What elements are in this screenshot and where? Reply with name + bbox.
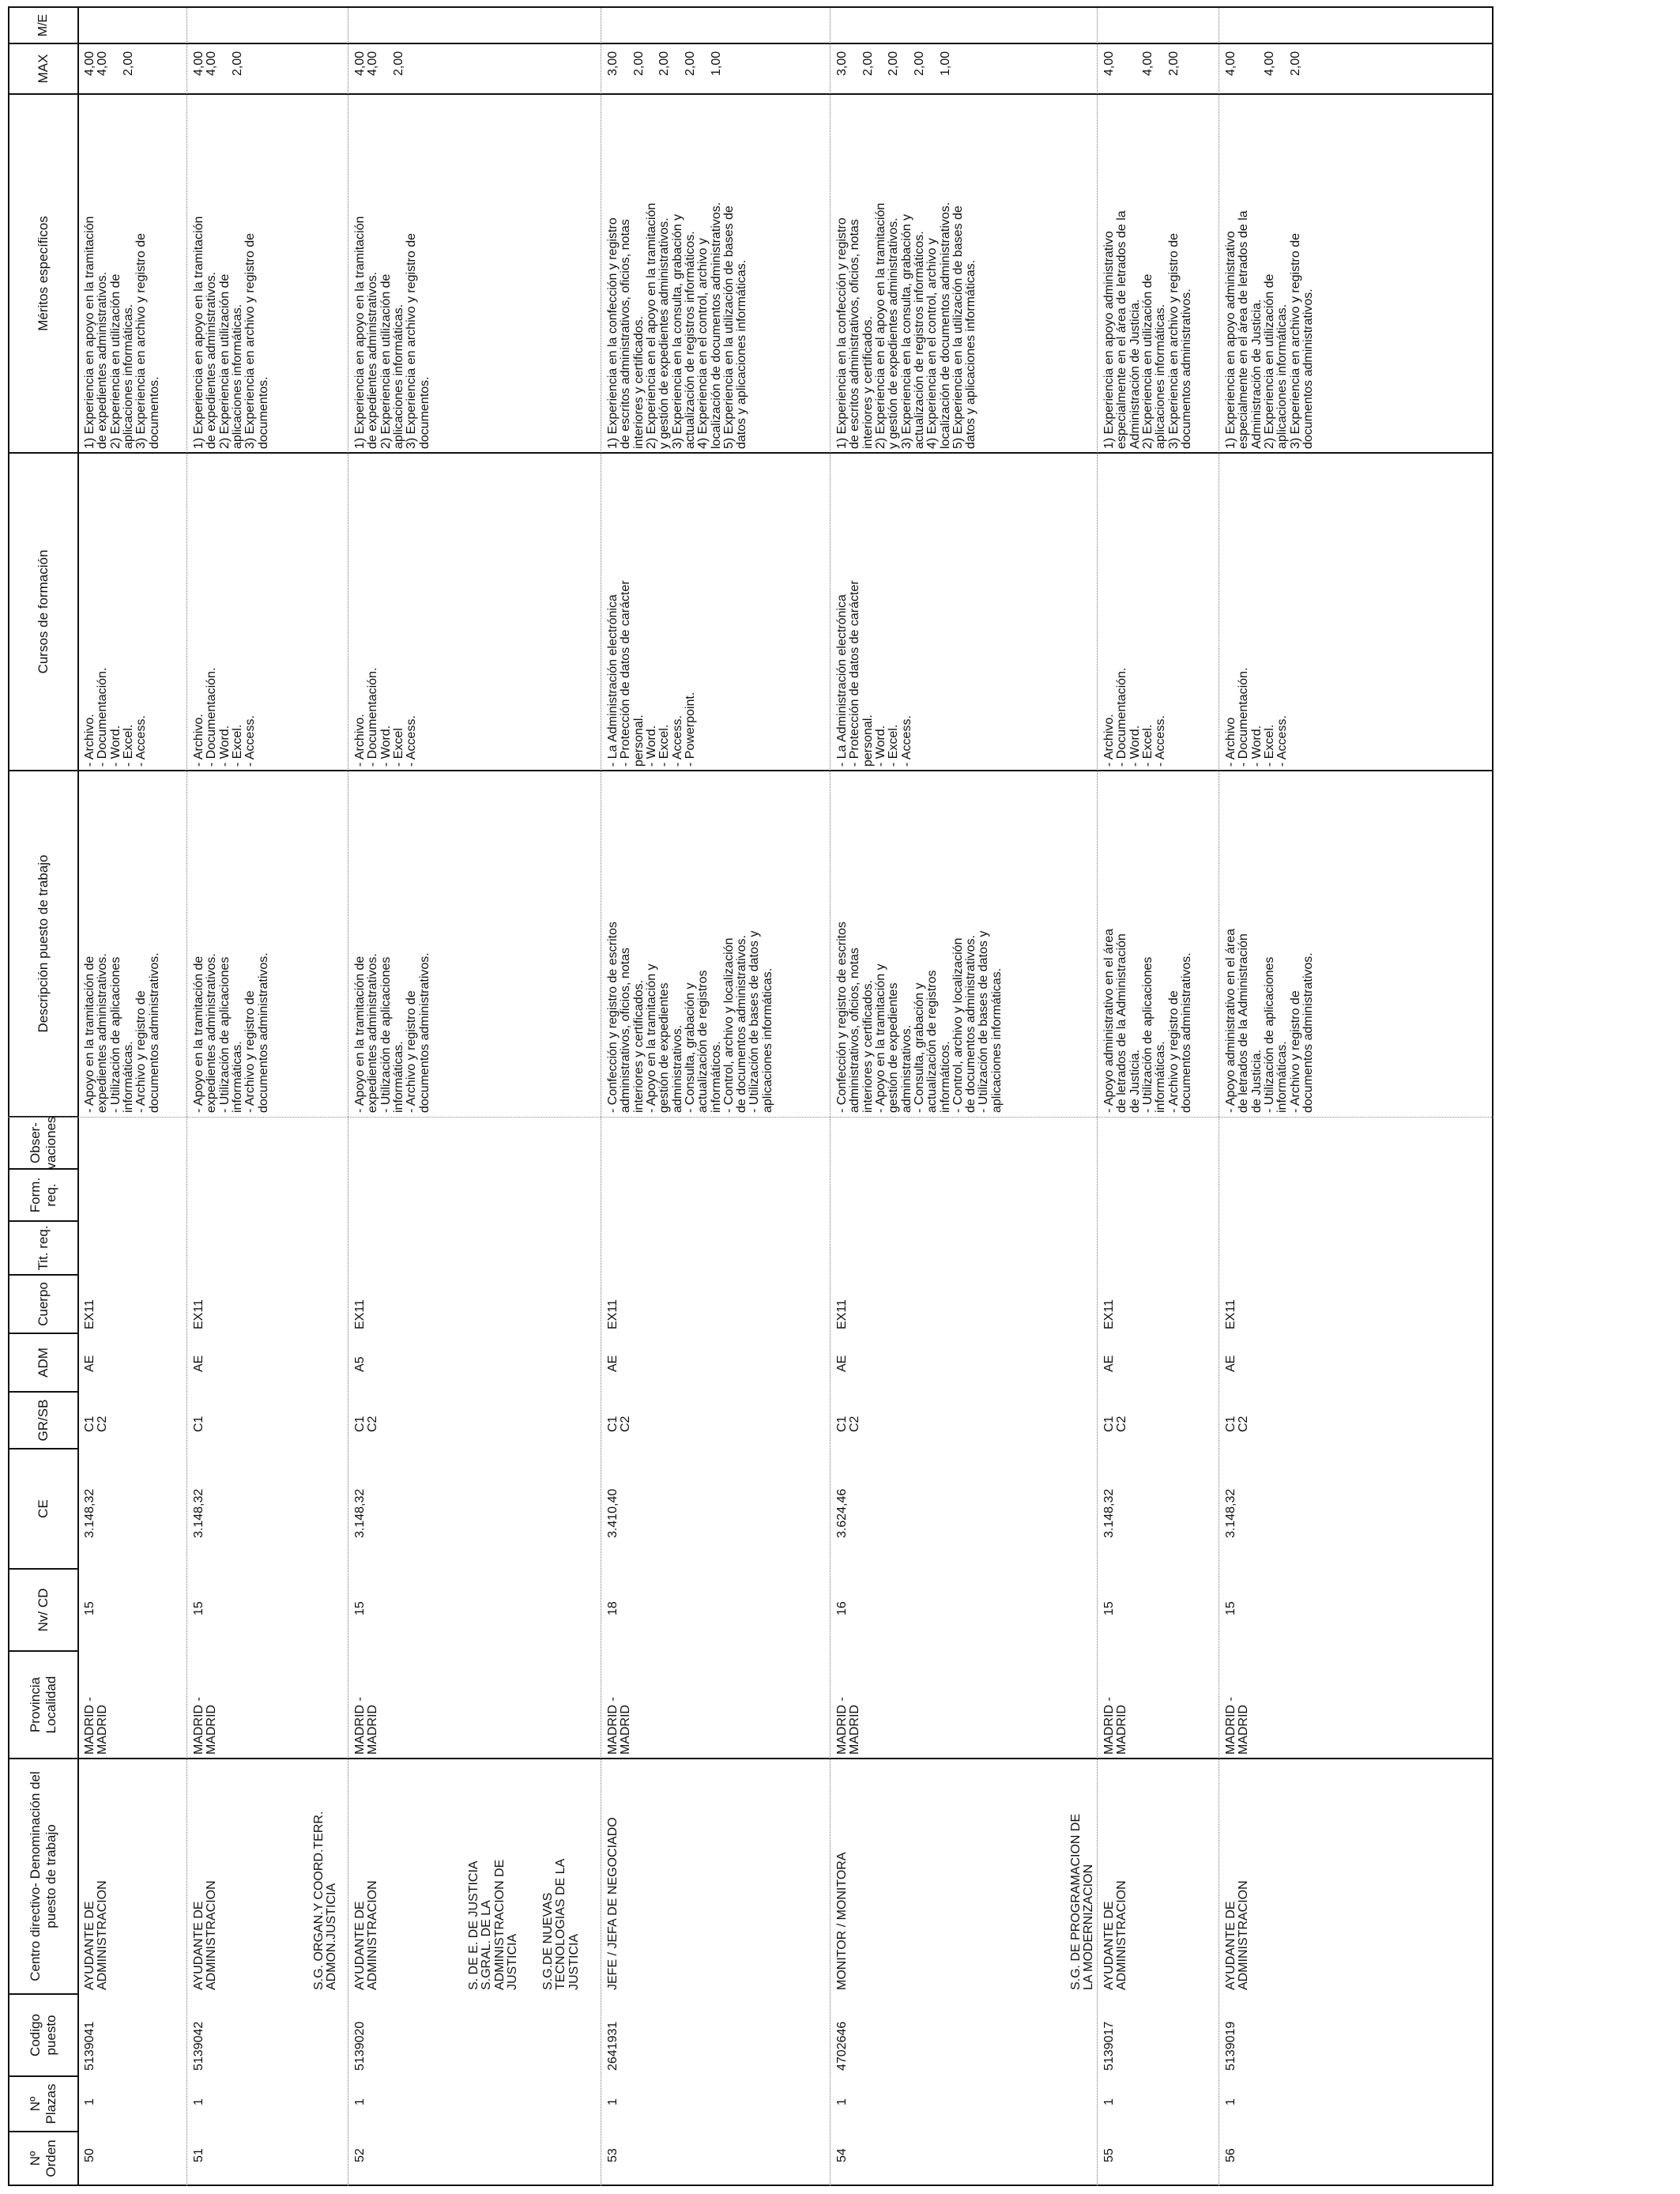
orden-cell: 53 bbox=[606, 2148, 620, 2162]
header-tit: Tit. req. bbox=[36, 1225, 51, 1271]
row-divider bbox=[830, 8, 831, 2186]
plazas-cell: 1 bbox=[606, 2098, 620, 2105]
descripcion-cell: - Apoyo en la tramitación de expedientes administrativos. - Utilización de aplicaciones informáticas. - Archivo y registro de documentos administrativos. bbox=[83, 952, 161, 1113]
header-ce: CE bbox=[36, 1499, 51, 1518]
table-left-border bbox=[8, 2185, 1494, 2186]
meritos-cell: 1) Experiencia en apoyo en la tramitación de expedientes administrativos. 2) Experiencia en utilización de aplicaciones informáticas. 3) Experiencia en archivo y registro de documentos. bbox=[353, 216, 431, 449]
header-cursos: Cursos de formación bbox=[36, 549, 51, 674]
adm-cell: AE bbox=[1102, 1355, 1116, 1372]
header-max: MAX bbox=[36, 54, 51, 84]
meritos-cell: 1) Experiencia en la confección y registro de escritos administrativos, oficios, notas interiores y certificados. 2) Experiencia en el apoyo en la tramitación y gestión de expedientes administrativos. 3) Experiencia en la consulta, grabación y actualización de registros informáticos. 4) Experiencia en el control, archivo y localización de documentos administrativos. 5) Experiencia en la utilización de bases de datos y aplicaciones informáticas. bbox=[835, 202, 978, 449]
orden-cell: 54 bbox=[835, 2148, 849, 2162]
orden-cell: 52 bbox=[353, 2148, 367, 2162]
plazas-cell: 1 bbox=[1102, 2098, 1116, 2105]
adm-cell: AE bbox=[192, 1355, 205, 1372]
meritos-cell: 1) Experiencia en apoyo en la tramitación de expedientes administrativos. 2) Experiencia en utilización de aplicaciones informáticas. 3) Experiencia en archivo y registro de documentos. bbox=[192, 216, 270, 449]
cursos-cell: - Archivo. - Documentación. - Word. - Excel - Access. bbox=[353, 667, 419, 767]
cuerpo-cell: EX11 bbox=[353, 1299, 367, 1329]
column-separator bbox=[8, 93, 1494, 95]
cursos-cell: - Archivo. - Documentación. - Word. - Excel. - Access. bbox=[192, 667, 258, 767]
cuerpo-cell: EX11 bbox=[835, 1299, 849, 1329]
denominacion-cell: MONITOR / MONITORA bbox=[835, 1852, 849, 1990]
provincia-cell: MADRID - MADRID bbox=[835, 1697, 862, 1755]
descripcion-cell: - Confección y registro de escritos administrativos, oficios, notas interiores y certificados. - Apoyo en la tramitación y gestión de expedientes administrativos. - Consulta, grabación y actualización de registros informáticos. - Control, archivo y localización de documentos administrativos. - Utilización de bases de datos y aplicaciones informáticas. bbox=[835, 922, 1004, 1113]
column-separator bbox=[8, 452, 1494, 454]
max-cell: 3,00 2,00 2,00 2,00 1,00 bbox=[606, 51, 723, 76]
codigo-cell: 5139019 bbox=[1224, 2021, 1237, 2071]
provincia-cell: MADRID - MADRID bbox=[1224, 1697, 1251, 1755]
denominacion-cell: JEFE / JEFA DE NEGOCIADO bbox=[606, 1817, 620, 1990]
descripcion-cell: - Confección y registro de escritos administrativos, oficios, notas interiores y certificados. - Apoyo en la tramitación y gestión de expedientes administrativos. - Consulta, grabación y actualización de registros informáticos. - Control, archivo y localización de documentos administrativos. - Utilización de bases de datos y aplicaciones informáticas. bbox=[606, 922, 774, 1113]
denominacion-cell: AYUDANTE DE ADMINISTRACION bbox=[353, 1880, 380, 1990]
meritos-cell: 1) Experiencia en apoyo administrativo especialmente en el área de letrados de la Administración de Justicia. 2) Experiencia en utilización de aplicaciones informáticas. 3) Experiencia en archivo y registro de documentos administrativos. bbox=[1224, 210, 1315, 449]
cursos-cell: - La Administración electrónica - Protección de datos de carácter personal. - Word. - Excel. - Access. bbox=[835, 580, 913, 767]
max-cell: 4,00 4,00 2,00 bbox=[192, 51, 244, 76]
orden-cell: 51 bbox=[192, 2148, 205, 2162]
max-cell: 4,00 4,00 2,00 bbox=[353, 51, 405, 76]
header-adm: ADM bbox=[36, 1348, 51, 1378]
denominacion-cell: AYUDANTE DE ADMINISTRACION bbox=[192, 1880, 219, 1990]
descripcion-cell: - Apoyo administrativo en el área de letrados de la Administración de Justicia. - Utilización de aplicaciones informáticas. - Archivo y registro de documentos administrativos. bbox=[1224, 928, 1315, 1113]
codigo-cell: 2641931 bbox=[606, 2021, 620, 2071]
ce-cell: 3.148,32 bbox=[83, 1488, 96, 1538]
plazas-cell: 1 bbox=[1224, 2098, 1237, 2105]
header-descripcion: Descripción puesto de trabajo bbox=[36, 854, 51, 1033]
cursos-cell: - La Administración electrónica - Protección de datos de carácter personal. - Word. - Excel. - Access. - Powerpoint. bbox=[606, 580, 697, 767]
header-plazas: Nº Plazas bbox=[28, 2083, 58, 2124]
grsb-cell: C1 C2 bbox=[1224, 1416, 1251, 1432]
provincia-cell: MADRID - MADRID bbox=[606, 1697, 633, 1755]
adm-cell: AE bbox=[83, 1355, 96, 1372]
grsb-cell: C1 C2 bbox=[606, 1416, 633, 1432]
codigo-cell: 5139041 bbox=[83, 2021, 96, 2071]
cuerpo-cell: EX11 bbox=[1102, 1299, 1116, 1329]
meritos-cell: 1) Experiencia en la confección y registro de escritos administrativos, oficios, notas interiores y certificados. 2) Experiencia en el apoyo en la tramitación y gestión de expedientes administrativos. 3) Experiencia en la consulta, grabación y actualización de registros informáticos. 4) Experiencia en el control, archivo y localización de documentos administrativos. 5) Experiencia en la utilización de bases de datos y aplicaciones informáticas. bbox=[606, 202, 749, 449]
cuerpo-cell: EX11 bbox=[606, 1299, 620, 1329]
max-cell: 4,00 4,00 2,00 bbox=[83, 51, 135, 76]
cursos-cell: - Archivo - Documentación. - Word. - Excel. - Access. bbox=[1224, 667, 1290, 767]
nivel-cell: 15 bbox=[83, 1601, 96, 1615]
header-codigo: Codigo puesto bbox=[28, 2014, 58, 2056]
ce-cell: 3.148,32 bbox=[1224, 1488, 1237, 1538]
provincia-cell: MADRID - MADRID bbox=[192, 1697, 219, 1755]
cuerpo-cell: EX11 bbox=[83, 1299, 96, 1329]
cuerpo-cell: EX11 bbox=[192, 1299, 205, 1329]
header-meritos: Méritos específicos bbox=[36, 216, 51, 331]
ce-cell: 3.624,46 bbox=[835, 1488, 849, 1538]
meritos-cell: 1) Experiencia en apoyo administrativo especialmente en el área de letrados de la Administración de Justicia. 2) Experiencia en utilización de aplicaciones informáticas. 3) Experiencia en archivo y registro de documentos administrativos. bbox=[1102, 210, 1193, 449]
denominacion-cell: AYUDANTE DE ADMINISTRACION bbox=[1102, 1880, 1129, 1990]
section-label: S.G. DE PROGRAMACION DE LA MODERNIZACION bbox=[1069, 1813, 1096, 1990]
grsb-cell: C1 C2 bbox=[1102, 1416, 1129, 1432]
table-right-border bbox=[8, 6, 1494, 8]
codigo-cell: 4702646 bbox=[835, 2021, 849, 2071]
descripcion-cell: - Apoyo administrativo en el área de letrados de la Administración de Justicia. - Utilización de aplicaciones informáticas. - Archivo y registro de documentos administrativos. bbox=[1102, 928, 1193, 1113]
adm-cell: AE bbox=[1224, 1355, 1237, 1372]
cursos-cell: - Archivo. - Documentación. - Word. - Excel. - Access. bbox=[1102, 667, 1168, 767]
section-label: S. DE E. DE JUSTICIA S.GRAL. DE LA ADMINISTRACION DE JUSTICIA bbox=[467, 1859, 519, 1990]
grsb-cell: C1 C2 bbox=[353, 1416, 380, 1432]
header-me: M/E bbox=[36, 13, 50, 37]
codigo-cell: 5139020 bbox=[353, 2021, 367, 2071]
header-bottom-border bbox=[77, 8, 79, 2186]
cuerpo-cell: EX11 bbox=[1224, 1299, 1237, 1329]
nivel-cell: 16 bbox=[835, 1601, 849, 1615]
header-nivel: Nv/ CD bbox=[36, 1588, 51, 1632]
nivel-cell: 15 bbox=[192, 1601, 205, 1615]
max-cell: 4,00 4,00 2,00 bbox=[1102, 51, 1181, 76]
header-centro: Centro directivo- Denominación del puesto de trabajo bbox=[28, 1771, 58, 1981]
ce-cell: 3.148,32 bbox=[192, 1488, 205, 1538]
grsb-cell: C1 C2 bbox=[83, 1416, 110, 1432]
plazas-cell: 1 bbox=[83, 2098, 96, 2105]
denominacion-cell: AYUDANTE DE ADMINISTRACION bbox=[83, 1880, 110, 1990]
orden-cell: 55 bbox=[1102, 2148, 1116, 2162]
grsb-cell: C1 C2 bbox=[835, 1416, 862, 1432]
descripcion-cell: - Apoyo en la tramitación de expedientes administrativos. - Utilización de aplicaciones informáticas. - Archivo y registro de documentos administrativos. bbox=[192, 952, 270, 1113]
orden-cell: 50 bbox=[83, 2148, 96, 2162]
header-grsb: GR/SB bbox=[36, 1399, 51, 1442]
max-cell: 4,00 4,00 2,00 bbox=[1224, 51, 1302, 76]
column-separator bbox=[8, 1758, 1494, 1759]
cursos-cell: - Archivo. - Documentación. - Word. - Excel. - Access. bbox=[83, 667, 149, 767]
denominacion-cell: AYUDANTE DE ADMINISTRACION bbox=[1224, 1880, 1251, 1990]
nivel-cell: 18 bbox=[606, 1601, 620, 1615]
header-cuerpo: Cuerpo bbox=[36, 1282, 51, 1326]
nivel-cell: 15 bbox=[353, 1601, 367, 1615]
nivel-cell: 15 bbox=[1224, 1601, 1237, 1615]
header-obs: Obser- vaciones bbox=[28, 1116, 58, 1170]
adm-cell: AE bbox=[606, 1355, 620, 1372]
descripcion-cell: - Apoyo en la tramitación de expedientes administrativos. - Utilización de aplicaciones informáticas. - Archivo y registro de documentos administrativos. bbox=[353, 952, 431, 1113]
max-cell: 3,00 2,00 2,00 2,00 1,00 bbox=[835, 51, 952, 76]
column-separator bbox=[8, 43, 1494, 44]
meritos-cell: 1) Experiencia en apoyo en la tramitación de expedientes administrativos. 2) Experiencia en utilización de aplicaciones informáticas. 3) Experiencia en archivo y registro de documentos. bbox=[83, 216, 161, 449]
section-label: S.G. ORGAN.Y COORD.TERR. ADMON.JUSTICIA bbox=[312, 1811, 339, 1990]
row-divider bbox=[186, 8, 187, 2186]
adm-cell: AE bbox=[835, 1355, 849, 1372]
section-label: S.G.DE NUEVAS TECNOLOGIAS DE LA JUSTICIA bbox=[541, 1858, 581, 1990]
grsb-cell: C1 bbox=[192, 1416, 205, 1432]
ce-cell: 3.148,32 bbox=[1102, 1488, 1116, 1538]
plazas-cell: 1 bbox=[192, 2098, 205, 2105]
codigo-cell: 5139042 bbox=[192, 2021, 205, 2071]
plazas-cell: 1 bbox=[835, 2098, 849, 2105]
provincia-cell: MADRID - MADRID bbox=[1102, 1697, 1129, 1755]
column-separator bbox=[8, 770, 1494, 771]
orden-cell: 56 bbox=[1224, 2148, 1237, 2162]
row-divider bbox=[1097, 8, 1098, 2186]
header-orden: Nº Orden bbox=[28, 2139, 58, 2177]
ce-cell: 3.410,40 bbox=[606, 1488, 620, 1538]
header-form: Form. req. bbox=[28, 1177, 58, 1213]
ce-cell: 3.148,32 bbox=[353, 1488, 367, 1538]
codigo-cell: 5139017 bbox=[1102, 2021, 1116, 2071]
column-separator bbox=[8, 1117, 1494, 1118]
provincia-cell: MADRID - MADRID bbox=[83, 1697, 110, 1755]
provincia-cell: MADRID - MADRID bbox=[353, 1697, 380, 1755]
adm-cell: A5 bbox=[353, 1356, 367, 1372]
table-bottom-border bbox=[1492, 8, 1494, 2186]
header-provincia: Provincia Localidad bbox=[28, 1676, 58, 1734]
plazas-cell: 1 bbox=[353, 2098, 367, 2105]
nivel-cell: 15 bbox=[1102, 1601, 1116, 1615]
